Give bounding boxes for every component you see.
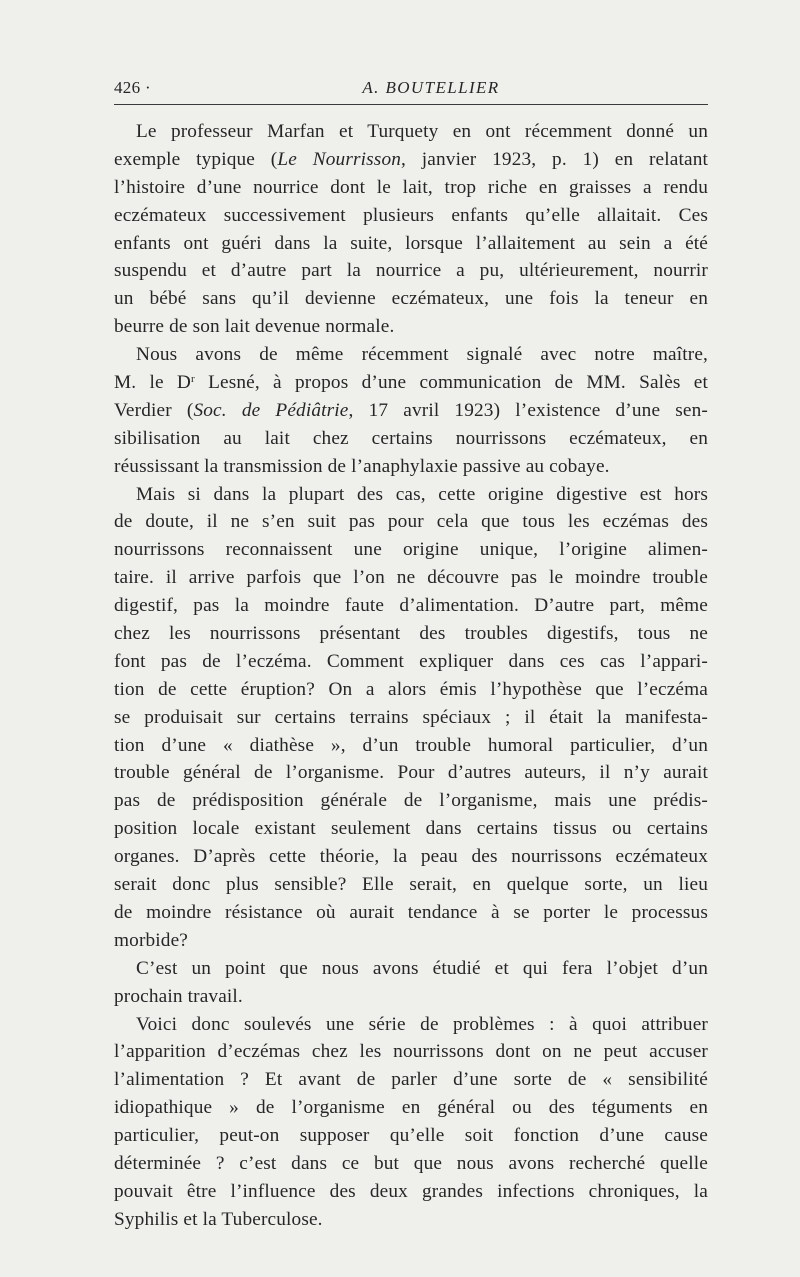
text-line: serait donc plus sensible? Elle serait, en quelque sorte, un lieu [114,874,708,896]
text-line: de doute, il ne s’en suit pas pour cela que tous les eczémas des [114,511,708,533]
text-line: sibilisation au lait chez certains nourrissons eczémateux, en [114,427,708,449]
text-line: l’apparition d’eczémas chez les nourrissons dont on ne peut accuser [114,1041,708,1063]
header-rule [114,104,708,105]
text-line: réussissant la transmission de l’anaphylaxie passive au cobaye. [114,455,610,477]
running-title: A. BOUTELLIER [362,78,500,97]
text-line: digestif, pas la moindre faute d’alimentation. D’autre part, même [114,595,708,617]
text-line: nourrissons reconnaissent une origine unique, l’origine alimen- [114,539,708,561]
text-line: taire. il arrive parfois que l’on ne découvre pas le moindre trouble [114,567,708,589]
text-line: Le professeur Marfan et Turquety en ont récemment donné un [136,121,708,142]
paragraph [114,481,708,955]
text-line: se produisait sur certains terrains spéciaux ; il était la manifesta- [114,706,708,728]
journal-title: Soc. de Pédiâtrie [193,399,349,421]
text-line: suspendu et d’autre part la nourrice a pu, ultérieurement, nourrir [114,260,708,282]
text-line: idiopathique » de l’organisme en général ou des téguments en [114,1097,708,1119]
text-line: tion de cette éruption? On a alors émis l’hypothèse que l’eczéma [114,678,708,700]
text-line: Nous avons de même récemment signalé avec notre maître, [136,344,708,366]
page-number: 426 · [114,78,151,97]
superscript: r [191,373,195,386]
text-line: enfants ont guéri dans la suite, lorsque l’allaitement au sein a été [114,232,708,254]
text-line: Voici donc soulevés une série de problèmes : à quoi attribuer [136,1013,708,1035]
body-text [114,118,708,1234]
text-line: position locale existant seulement dans certains tissus ou certains [114,818,708,840]
journal-title: Le Nourrisson [277,148,402,170]
text-line: morbide? [114,929,189,951]
paragraph [114,955,708,1011]
text-line: tion d’une « diathèse », d’un trouble humoral particulier, d’un [114,734,708,756]
text-line: chez les nourrissons présentant des troubles digestifs, tous ne [114,623,708,645]
text-line: organes. D’après cette théorie, la peau des nourrissons eczémateux [114,846,708,868]
text-line: trouble général de l’organisme. Pour d’autres auteurs, il n’y aurait [114,762,708,784]
text-line: pas de prédisposition générale de l’organisme, mais une prédis- [114,790,708,812]
text-line: de moindre résistance où aurait tendance à se porter le processus [114,901,708,923]
paragraph [114,1011,708,1234]
paragraph [114,118,708,341]
text-line: Mais si dans la plupart des cas, cette origine digestive est hors [136,483,708,505]
text-line: Syphilis et la Tuberculose. [114,1208,323,1230]
text-line: pouvait être l’influence des deux grandes infections chroniques, la [114,1180,708,1202]
text-line: font pas de l’eczéma. Comment expliquer dans ces cas l’appari- [114,650,708,672]
text-line: exemple typique (Le Nourrisson, janvier 1923, p. 1) en relatant [114,148,708,170]
text-line: particulier, peut-on supposer qu’elle soit fonction d’une cause [114,1125,708,1147]
text-line: déterminée ? c’est dans ce but que nous avons recherché quelle [114,1152,708,1174]
text-line: eczémateux successivement plusieurs enfants qu’elle allaitait. Ces [114,204,708,226]
running-head [114,76,708,100]
paragraph [114,341,708,480]
text-line: Verdier (Soc. de Pédiâtrie, 17 avril 1923) l’existence d’une sen- [114,399,708,421]
text-line: beurre de son lait devenue normale. [114,316,395,338]
text-line: prochain travail. [114,985,243,1007]
text-line: l’alimentation ? Et avant de parler d’une sorte de « sensibilité [114,1069,708,1091]
text-line: l’histoire d’une nourrice dont le lait, trop riche en graisses a rendu [114,176,708,198]
text-line: C’est un point que nous avons étudié et qui fera l’objet d’un [136,957,708,979]
text-line: un bébé sans qu’il devienne eczémateux, une fois la teneur en [114,288,708,310]
text-line: M. le $D^r$ Lesné, à propos d’une communication de MM. Salès et [114,372,708,394]
